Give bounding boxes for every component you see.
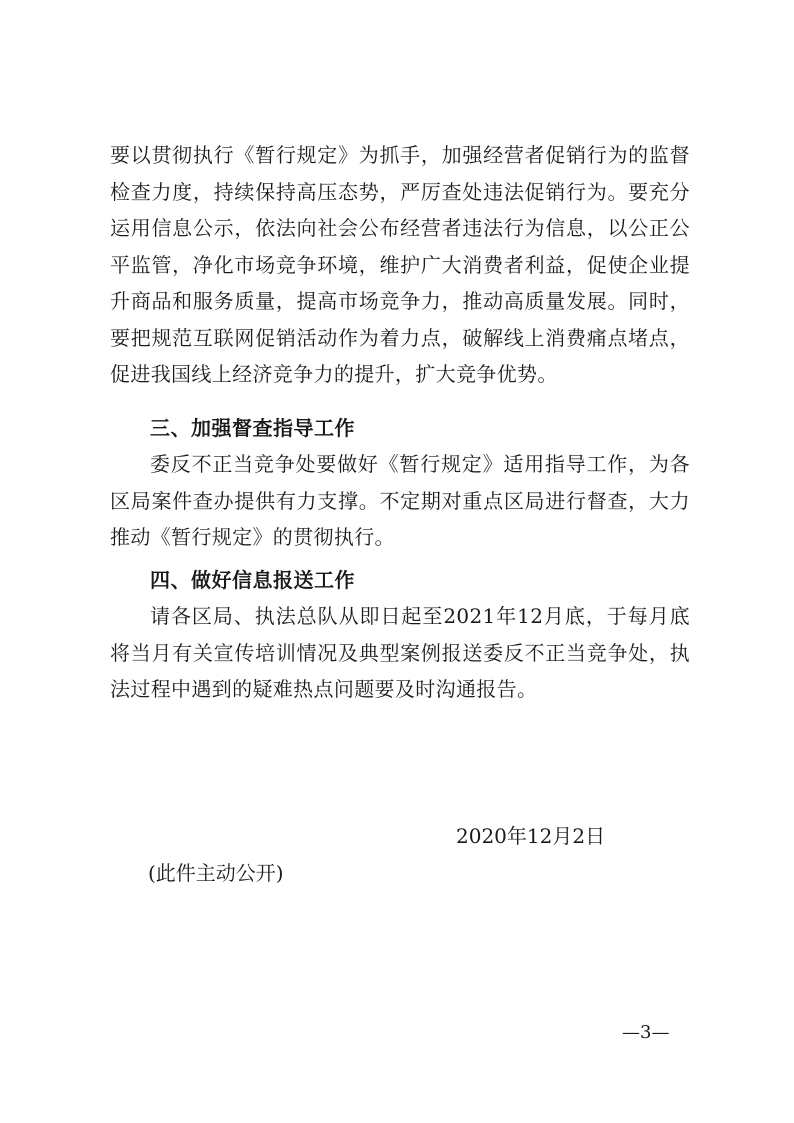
section-3-paragraph: 委反不正当竞争处要做好《暂行规定》适用指导工作，为各区局案件查办提供有力支撑。不定期对重点区局进行督查，大力推动《暂行规定》的贯彻执行。 [110,452,690,549]
page-number: —3— [622,1022,670,1043]
section-heading-3: 三、加强督查指导工作 [150,416,355,440]
body-paragraph-continuation: 要以贯彻执行《暂行规定》为抓手，加强经营者促销行为的监督检查力度，持续保持高压态势，严厉查处违法促销行为。要充分运用信息公示，依法向社会公布经营者违法行为信息，以公正公平监管，净化市场竞争环境，维护广大消费者利益，促使企业提升商品和服务质量，提高市场竞争力，推动高质量发展。同时，要把规范互联网促销活动作为着力点，破解线上消费痛点堵点，促进我国线上经济竞争力的提升，扩大竞争优势。 [110,143,690,386]
disclosure-note: (此件主动公开) [148,861,284,885]
document-date: 2020年12月2日 [456,824,606,848]
section-4-paragraph: 请各区局、执法总队从即日起至2021年12月底，于每月底将当月有关宣传培训情况及典型案例报送委反不正当竞争处，执法过程中遇到的疑难热点问题要及时沟通报告。 [110,604,690,701]
section-heading-4: 四、做好信息报送工作 [150,568,355,592]
